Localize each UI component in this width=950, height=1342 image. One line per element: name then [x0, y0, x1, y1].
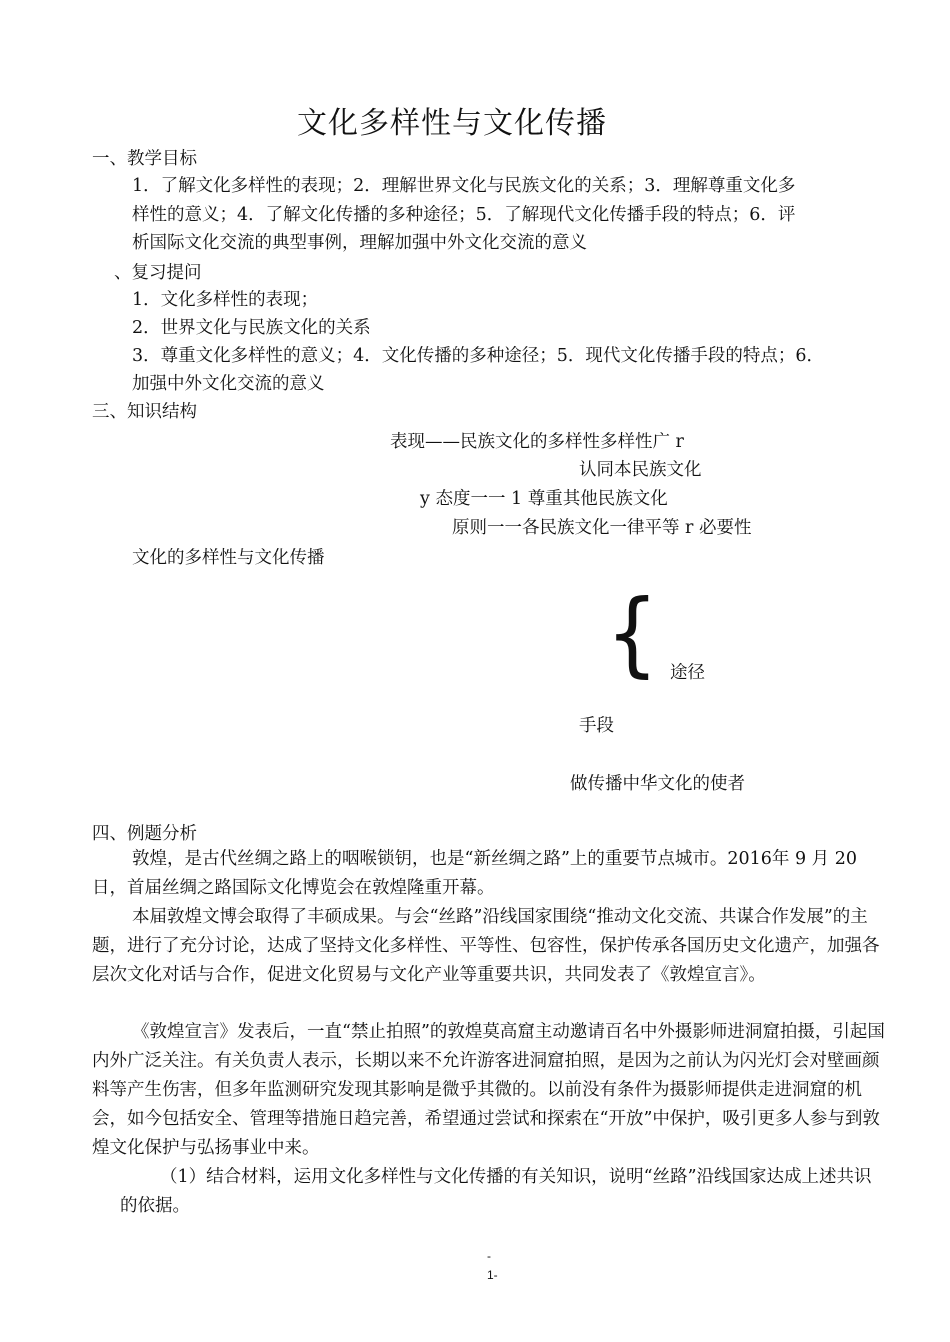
review-line-4: 加强中外文化交流的意义	[132, 374, 325, 394]
page-footer-dash: -	[487, 1249, 491, 1263]
page-title: 文化多样性与文化传播	[297, 106, 607, 141]
structure-line-2: 认同本民族文化	[579, 460, 702, 480]
structure-line-3: y 态度一一 1 尊重其他民族文化	[420, 489, 668, 509]
review-line-2: 2．世界文化与民族文化的关系	[132, 318, 371, 338]
section-heading-structure: 三、知识结构	[92, 402, 197, 422]
structure-ambassador: 做传播中华文化的使者	[570, 774, 745, 794]
example-paragraph-2: 本届敦煌文博会取得了丰硕成果。与会“丝路”沿线国家围绕“推动文化交流、共谋合作发展”的主题，进行了充分讨论，达成了坚持文化多样性、平等性、包容性，保护传承各国历史文化遗产，加强各层次文化对话与合作，促进文化贸易与文化产业等重要共识，共同发表了《敦煌宣言》。	[92, 907, 880, 985]
objectives-line-3: 析国际文化交流的典型事例，理解加强中外文化交流的意义	[132, 233, 587, 253]
curly-brace: {	[605, 580, 659, 687]
structure-line-1: 表现——民族文化的多样性多样性广 r	[390, 432, 684, 452]
review-line-1: 1．文化多样性的表现；	[132, 290, 319, 310]
section-heading-objectives: 一、教学目标	[92, 149, 197, 169]
structure-means: 手段	[579, 716, 614, 736]
section-heading-examples: 四、例题分析	[92, 824, 197, 844]
page-number: 1-	[487, 1268, 498, 1282]
structure-route: 途径	[670, 663, 705, 683]
structure-root: 文化的多样性与文化传播	[132, 548, 325, 568]
example-paragraph-3: 《敦煌宣言》发表后，一直“禁止拍照”的敦煌莫高窟主动邀请百名中外摄影师进洞窟拍摄，引起国内外广泛关注。有关负责人表示，长期以来不允许游客进洞窟拍照，是因为之前认为闪光灯会对壁画颜料等产生伤害，但多年监测研究发现其影响是微乎其微的。以前没有条件为摄影师提供走进洞窟的机会，如今包括安全、管理等措施日趋完善，希望通过尝试和探索在“开放”中保护，吸引更多人参与到敦煌文化保护与弘扬事业中来。	[92, 1022, 885, 1158]
review-line-3: 3．尊重文化多样性的意义；4．文化传播的多种途径；5．现代文化传播手段的特点；6．	[132, 346, 825, 366]
example-paragraph-1: 敦煌，是古代丝绸之路上的咽喉锁钥，也是“新丝绸之路”上的重要节点城市。2016年 9 月 20 日，首届丝绸之路国际文化博览会在敦煌隆重开幕。	[92, 849, 858, 898]
objectives-line-2: 样性的意义；4．了解文化传播的多种途径；5．了解现代文化传播手段的特点；6．评	[132, 205, 796, 225]
objectives-line-1: 1．了解文化多样性的表现；2．理解世界文化与民族文化的关系；3．理解尊重文化多	[132, 176, 796, 196]
structure-line-4: 原则一一各民族文化一律平等 r 必要性	[452, 518, 752, 538]
section-heading-review: 、复习提问	[114, 263, 202, 283]
example-question-1: （1）结合材料，运用文化多样性与文化传播的有关知识，说明“丝路”沿线国家达成上述共识的依据。	[120, 1167, 872, 1216]
